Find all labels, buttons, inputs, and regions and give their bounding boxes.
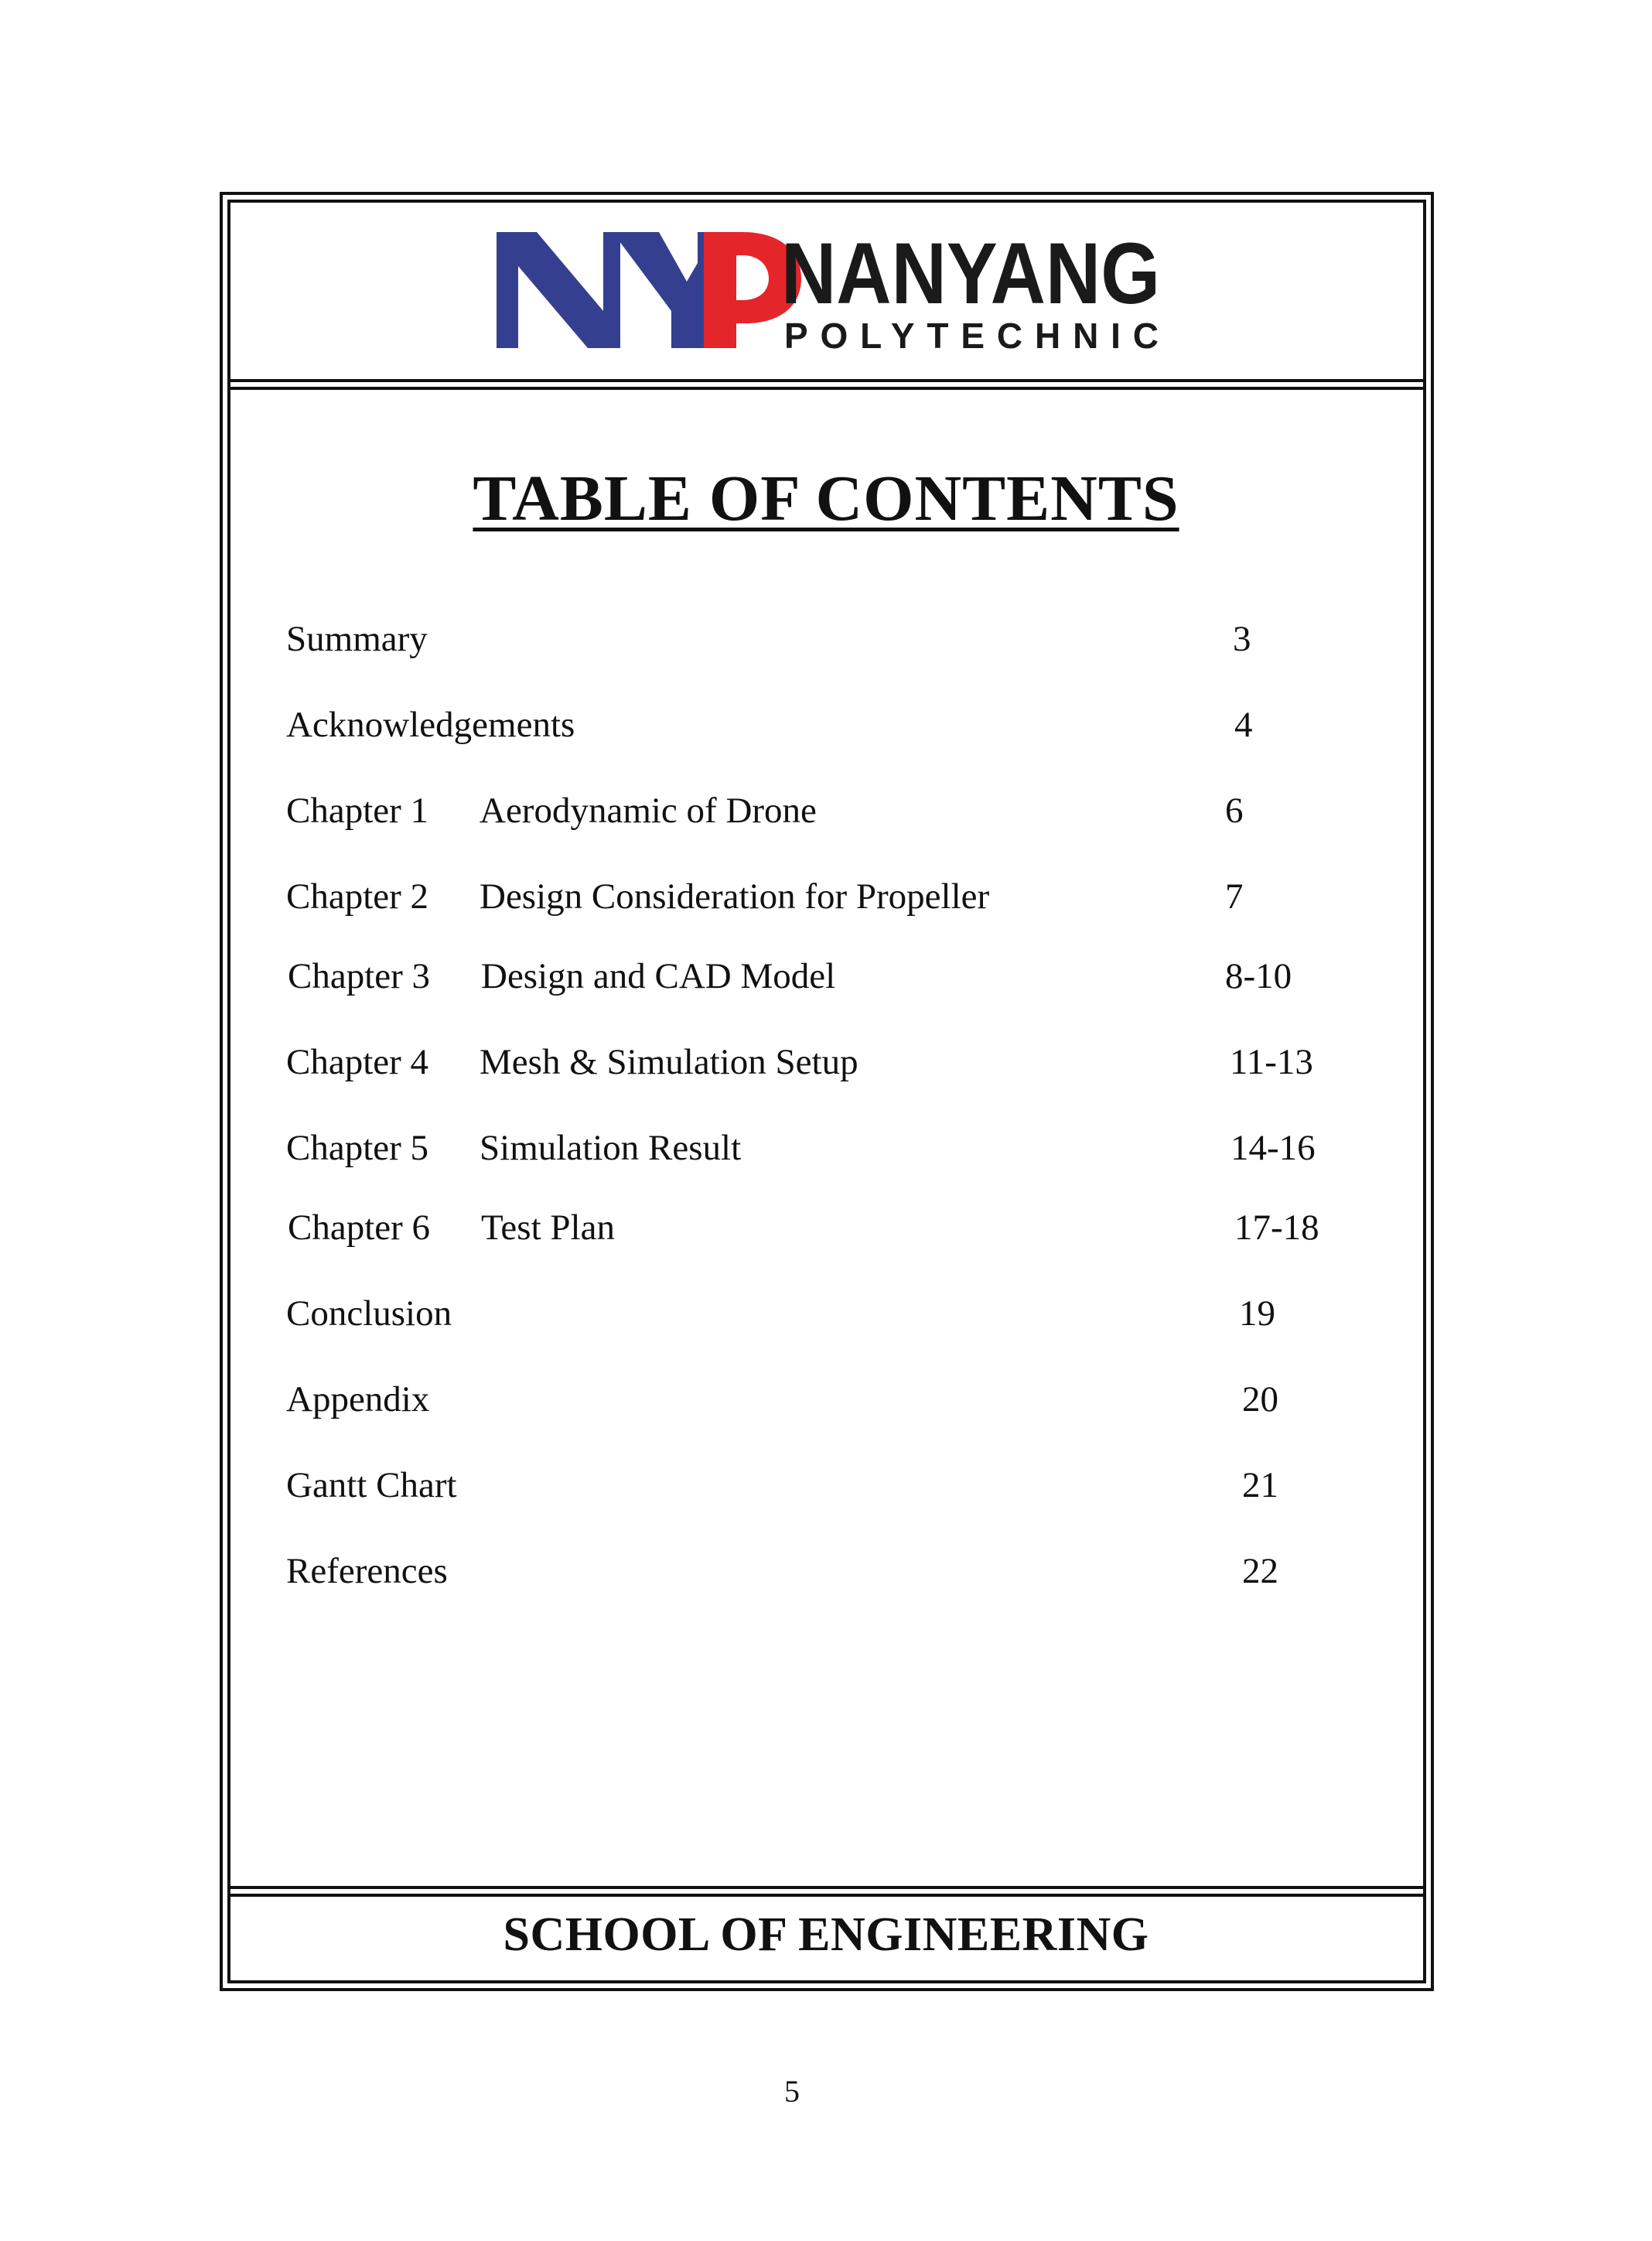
toc-entry-label: Gantt Chart — [286, 1465, 457, 1505]
toc-entry-references[interactable] — [0, 1546, 1584, 1596]
toc-entry-conclusion[interactable] — [0, 1289, 1584, 1338]
nyp-logo — [497, 224, 1162, 356]
toc-entry-chapter-4[interactable] — [0, 1037, 1584, 1087]
toc-entry-label: Acknowledgements — [286, 705, 575, 745]
toc-entry-page: 4 — [1234, 705, 1253, 745]
toc-entry-label: Summary — [286, 619, 428, 659]
toc-entry-label: Chapter 1 — [286, 791, 429, 831]
toc-entry-acknowledgements[interactable] — [0, 700, 1584, 750]
header-divider-top — [227, 379, 1426, 382]
toc-entry-page: 11-13 — [1230, 1042, 1313, 1082]
toc-entry-page: 21 — [1242, 1465, 1278, 1505]
toc-entry-page: 20 — [1242, 1379, 1278, 1419]
toc-entry-label: Appendix — [286, 1379, 430, 1419]
logo-sub-text: POLYTECHNIC — [784, 316, 1159, 356]
header-divider-bottom — [227, 387, 1426, 390]
toc-entry-appendix[interactable] — [0, 1375, 1584, 1424]
footer-divider-bottom — [227, 1894, 1426, 1897]
page-title: TABLE OF CONTENTS — [473, 463, 1179, 535]
toc-entry-page: 14-16 — [1230, 1128, 1316, 1168]
toc-entry-page: 6 — [1225, 791, 1244, 831]
toc-entry-label: Conclusion — [286, 1293, 452, 1334]
toc-entry-label: Chapter 5 — [286, 1128, 429, 1168]
toc-entry-title: Design Consideration for Propeller — [480, 876, 990, 917]
toc-entry-page: 17-18 — [1234, 1208, 1319, 1248]
toc-entry-page: 7 — [1225, 876, 1244, 917]
logo-n-shape — [497, 232, 620, 348]
page-number: 5 — [784, 2074, 800, 2109]
toc-entry-label: Chapter 4 — [286, 1042, 429, 1082]
toc-entry-title: Test Plan — [481, 1208, 615, 1248]
toc-entry-label: Chapter 2 — [286, 876, 429, 917]
toc-entry-page: 8-10 — [1225, 956, 1292, 996]
toc-entry-title: Mesh & Simulation Setup — [480, 1042, 858, 1082]
toc-entry-title: Simulation Result — [480, 1128, 742, 1168]
toc-entry-chapter-1[interactable] — [0, 786, 1584, 835]
toc-entry-chapter-6[interactable] — [0, 1203, 1584, 1252]
toc-entry-chapter-2[interactable] — [0, 872, 1584, 921]
toc-entry-summary[interactable] — [0, 614, 1584, 664]
toc-entry-label: Chapter 3 — [288, 956, 431, 996]
toc-entry-page: 22 — [1242, 1551, 1278, 1591]
toc-entry-title: Design and CAD Model — [481, 956, 836, 996]
toc-entry-label: References — [286, 1551, 448, 1591]
toc-entry-page: 3 — [1233, 619, 1251, 659]
toc-entry-chapter-3[interactable] — [0, 951, 1584, 1001]
toc-entry-chapter-5[interactable] — [0, 1123, 1584, 1173]
footer-divider-top — [227, 1886, 1426, 1889]
school-banner: SCHOOL OF ENGINEERING — [503, 1908, 1149, 1961]
toc-entry-gantt-chart[interactable] — [0, 1460, 1584, 1510]
toc-entry-label: Chapter 6 — [288, 1208, 431, 1248]
toc-entry-title: Aerodynamic of Drone — [480, 791, 817, 831]
toc-entry-page: 19 — [1239, 1293, 1275, 1334]
logo-name-text: NANYANG — [781, 225, 1160, 322]
